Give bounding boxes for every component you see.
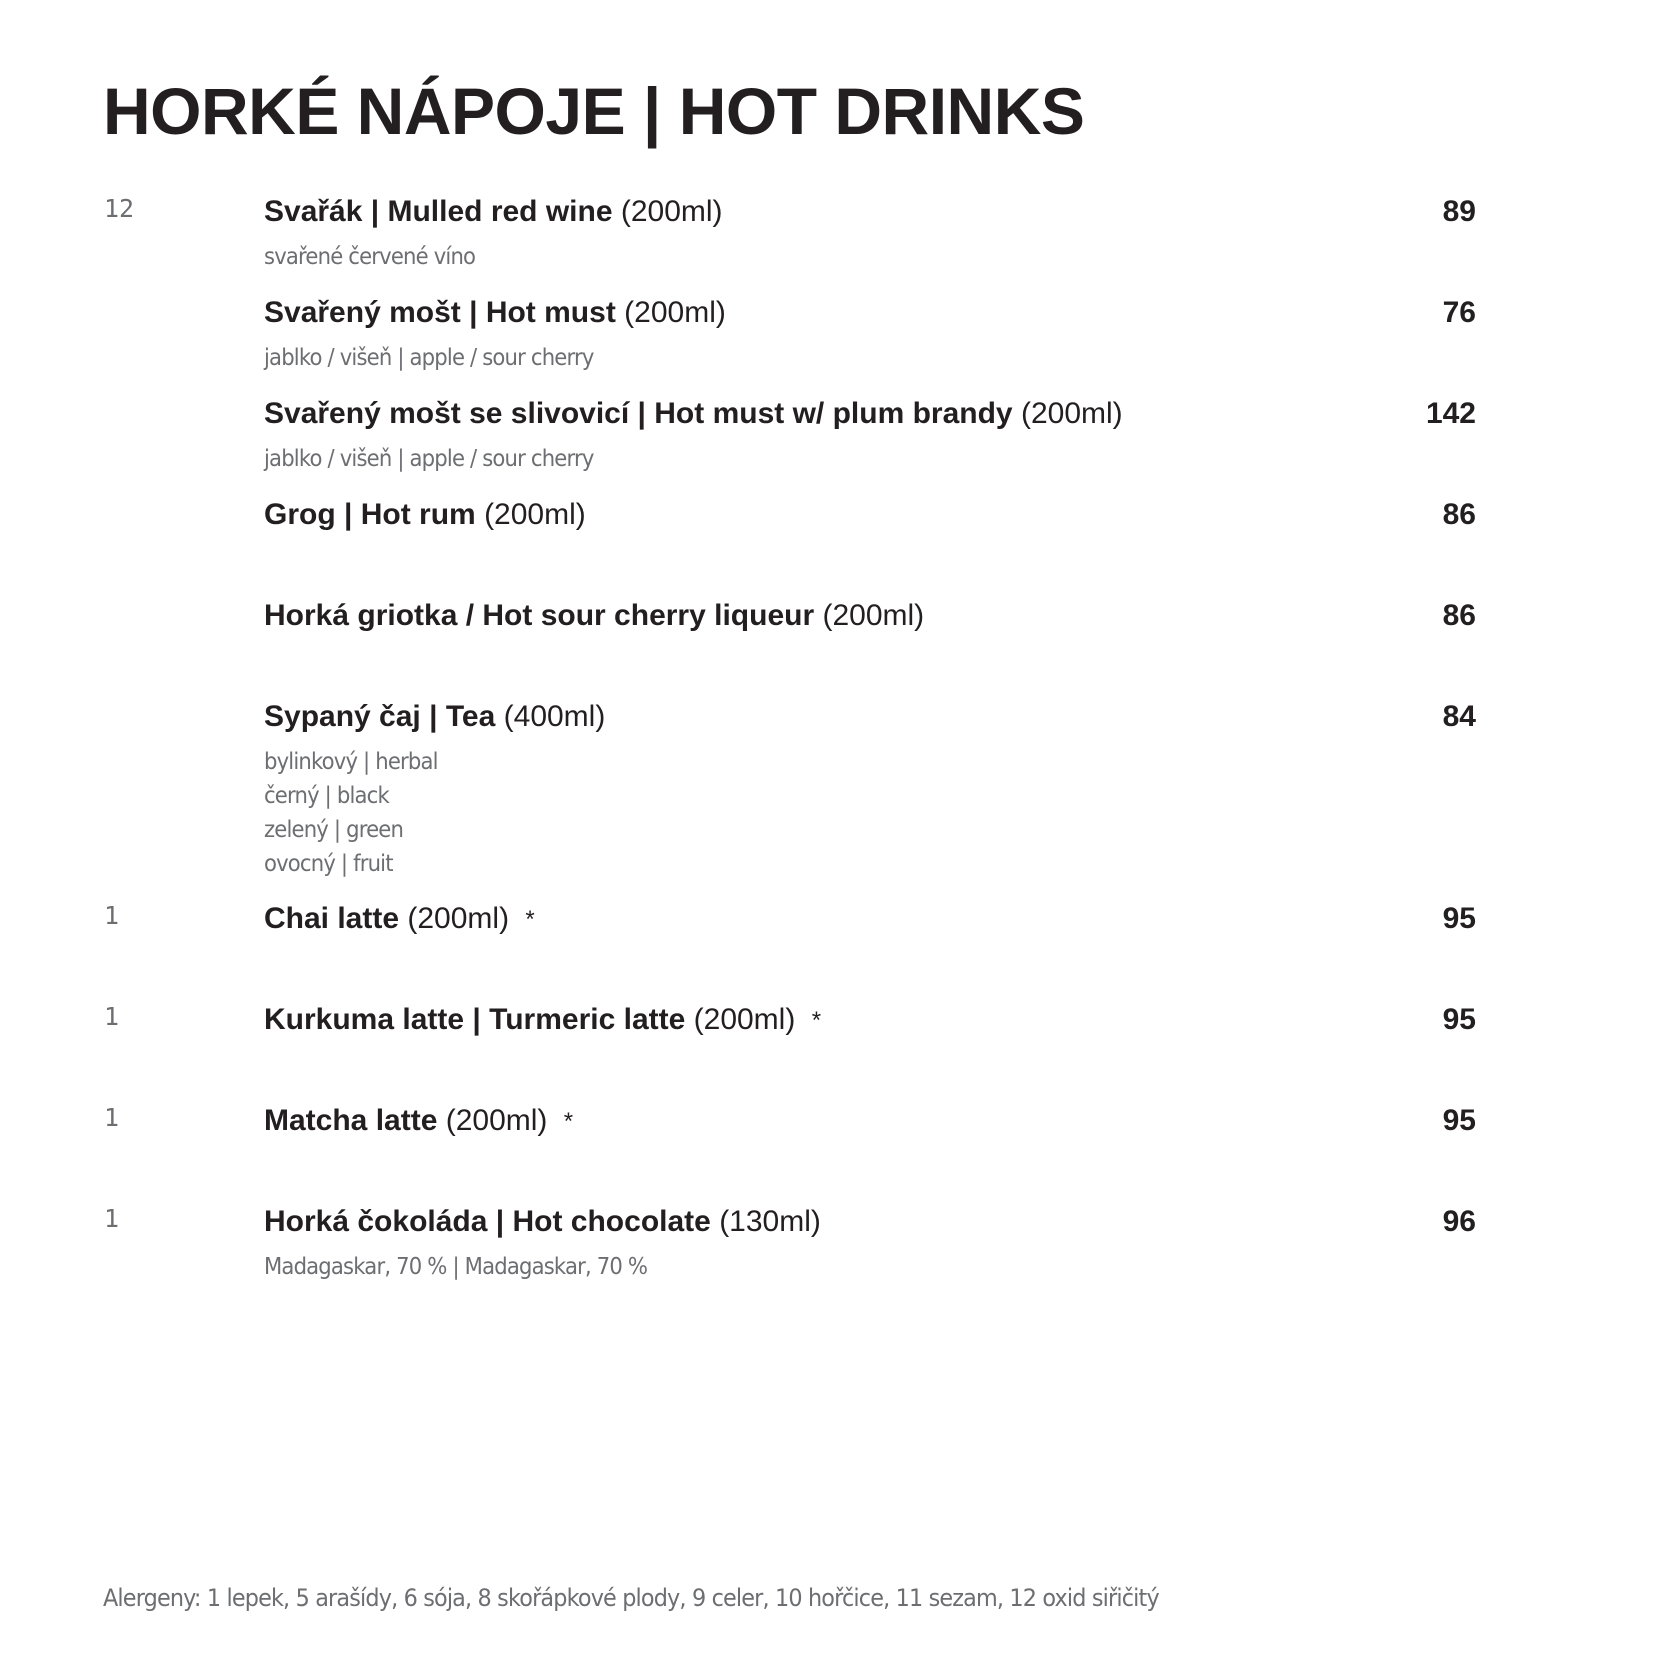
item-title: [264, 1202, 821, 1242]
item-volume: (200ml): [693, 1003, 796, 1036]
description-line: Madagaskar, 70 % | Madagaskar, 70 %: [264, 1254, 648, 1280]
item-volume: (400ml): [503, 700, 606, 733]
allergens-footnote: Alergeny: 1 lepek, 5 arašídy, 6 sója, 8 skořápkové plody, 9 celer, 10 hořčice, 11 sezam, 12 oxid siřičitý: [103, 1584, 1159, 1612]
item-description: [264, 745, 438, 881]
item-price: 84: [1442, 700, 1476, 733]
description-line: ovocný | fruit: [264, 851, 393, 877]
item-price: 95: [1442, 902, 1476, 935]
item-title: [264, 596, 924, 636]
item-title: [264, 495, 586, 535]
item-name: Svařený mošt se slivovicí | Hot must w/ plum brandy: [264, 397, 1013, 430]
page-title: HORKÉ NÁPOJE | HOT DRINKS: [103, 74, 1085, 148]
allergen-code: 12: [104, 194, 135, 223]
item-description: [264, 240, 475, 274]
allergen-code: 1: [104, 901, 120, 930]
item-name: Horká čokoláda | Hot chocolate: [264, 1205, 711, 1238]
description-line: jablko / višeň | apple / sour cherry: [264, 446, 594, 472]
item-price: 86: [1442, 599, 1476, 632]
item-title: [264, 394, 1123, 434]
item-description: [264, 341, 594, 375]
item-name: Sypaný čaj | Tea: [264, 700, 496, 733]
item-price: 95: [1442, 1003, 1476, 1036]
item-title: [264, 1101, 573, 1143]
item-price: 96: [1442, 1205, 1476, 1238]
asterisk-mark: *: [525, 906, 535, 933]
item-name: Chai latte: [264, 902, 400, 935]
item-title: [264, 293, 726, 333]
item-volume: (130ml): [719, 1205, 821, 1238]
item-volume: (200ml): [445, 1104, 548, 1137]
item-volume: (200ml): [1020, 397, 1123, 430]
asterisk-mark: *: [563, 1108, 574, 1135]
item-name: Svařený mošt | Hot must: [264, 296, 616, 329]
description-line: zelený | green: [264, 817, 404, 843]
asterisk-mark: *: [811, 1007, 822, 1034]
item-volume: (200ml): [624, 296, 726, 329]
item-name: Kurkuma latte | Turmeric latte: [264, 1003, 686, 1036]
item-description: [264, 442, 594, 476]
item-title: [264, 899, 535, 941]
allergen-code: 1: [104, 1103, 120, 1132]
item-price: 142: [1425, 397, 1476, 430]
item-title: [264, 1000, 821, 1042]
item-price: 76: [1442, 296, 1476, 329]
description-line: černý | black: [264, 783, 389, 809]
description-line: jablko / višeň | apple / sour cherry: [264, 345, 594, 371]
item-name: Svařák | Mulled red wine: [264, 195, 613, 228]
item-volume: (200ml): [620, 195, 723, 228]
item-price: 86: [1442, 498, 1476, 531]
item-title: [264, 192, 723, 232]
item-price: 95: [1442, 1104, 1476, 1137]
item-name: Matcha latte: [264, 1104, 438, 1137]
item-name: Grog | Hot rum: [264, 498, 476, 531]
description-line: bylinkový | herbal: [264, 749, 438, 775]
allergen-code: 1: [104, 1002, 120, 1031]
item-volume: (200ml): [484, 498, 586, 531]
allergen-code: 1: [104, 1204, 120, 1233]
item-name: Horká griotka / Hot sour cherry liqueur: [264, 599, 815, 632]
item-title: [264, 697, 605, 737]
description-line: svařené červené víno: [264, 244, 476, 270]
item-price: 89: [1442, 195, 1476, 228]
item-volume: (200ml): [822, 599, 925, 632]
item-volume: (200ml): [407, 902, 510, 935]
item-description: [264, 1250, 647, 1284]
